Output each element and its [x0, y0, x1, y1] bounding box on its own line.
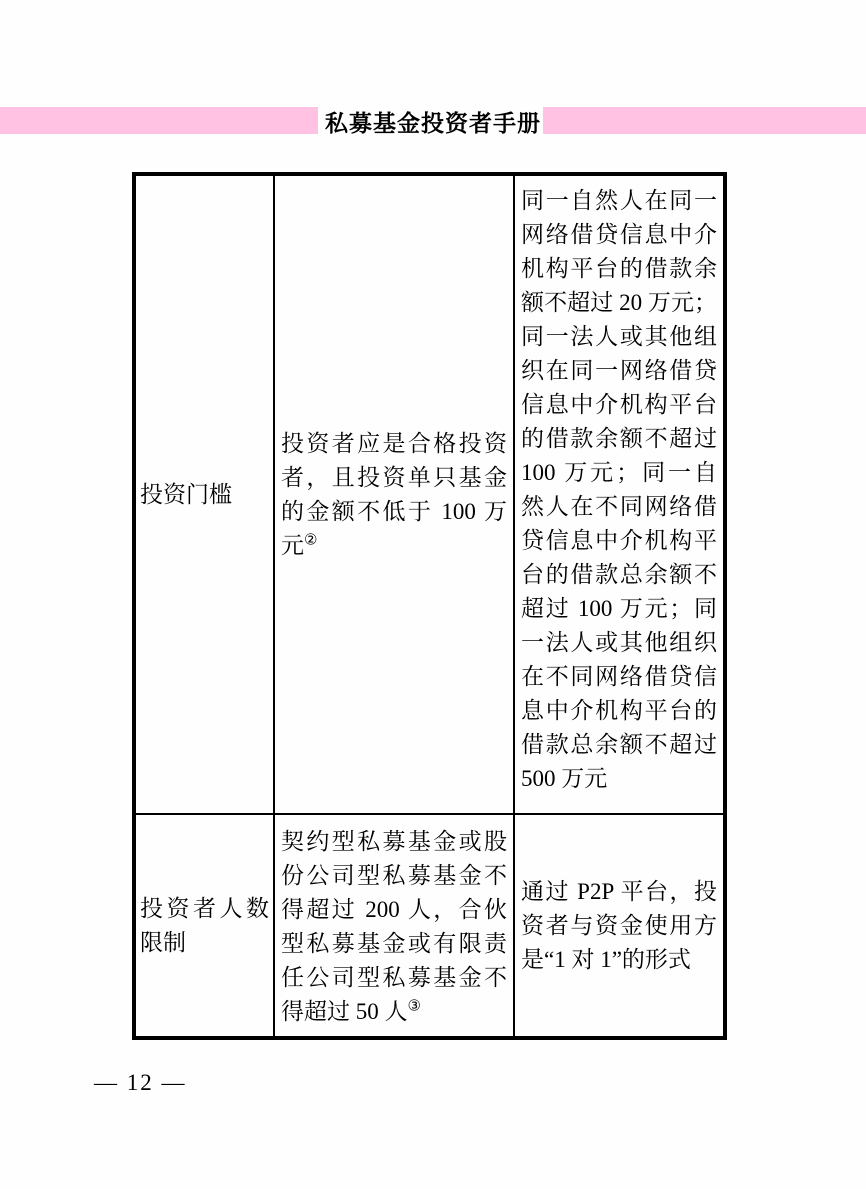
row-label-text: 投资者人数限制	[140, 895, 269, 955]
header-bar-left	[0, 107, 318, 134]
cell-text: 通过 P2P 平台，投资者与资金使用方是“1 对 1”的形式	[521, 878, 717, 972]
table-cell-threshold-requirement	[275, 176, 515, 815]
regulation-table	[132, 172, 727, 1040]
row-label-text: 投资门槛	[140, 481, 232, 507]
footnote-marker-3: ③	[407, 998, 421, 1015]
requirement-text: 投资者应是合格投资者，且投资单只基金的金额不低于 100 万元	[281, 430, 507, 558]
table-cell-count-requirement	[275, 815, 515, 1036]
table-row-label-investor-count-limit	[136, 815, 275, 1036]
table-cell-threshold-detail: 同一自然人在同一网络借贷信息中介机构平台的借款余额不超过 20 万元；同一法人或其他组织在同一网络借贷信息中介机构平台的借款余额不超过 100 万元；同一自然人在不同网络借贷信息中介机构平台的借款总余额不超过 100 万元；同一法人或其他组织在不同网络借贷信息中介机构平台的借款总余额不超过 500 万元	[515, 176, 723, 815]
footnote-marker-2: ②	[304, 531, 318, 548]
cell-text	[281, 427, 507, 563]
header-bar-right	[543, 107, 866, 134]
table-cell-p2p-detail	[515, 815, 723, 1036]
table-row-label-investment-threshold	[136, 176, 275, 815]
page-title: 私募基金投资者手册	[325, 110, 541, 136]
page-number: — 12 —	[94, 1070, 187, 1095]
requirement-text: 契约型私募基金或股份公司型私募基金不得超过 200 人，合伙型私募基金或有限责任公司型私募基金不得超过 50 人	[281, 829, 507, 1024]
